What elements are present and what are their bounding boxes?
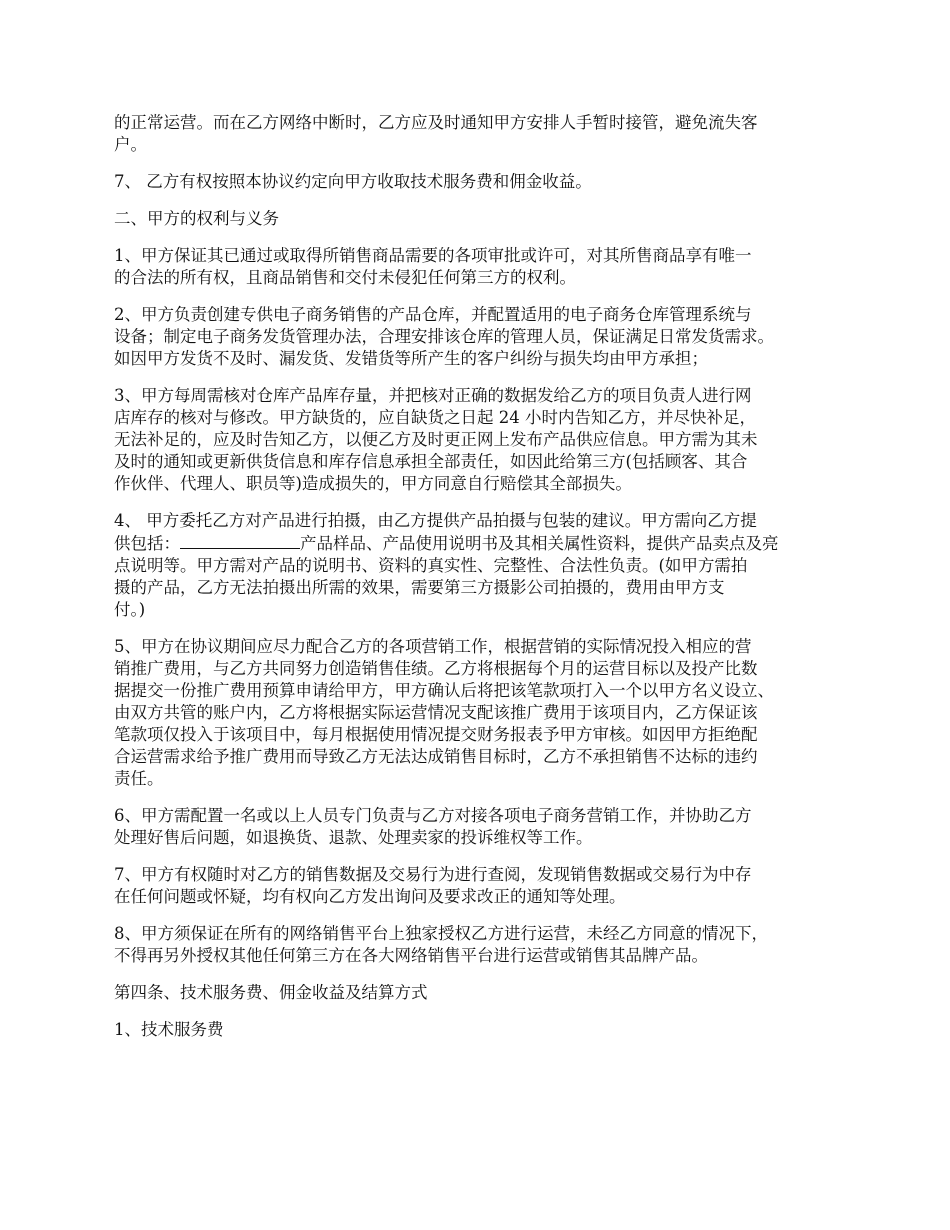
fill-in-blank (180, 532, 300, 549)
paragraph-item-1 (114, 245, 854, 289)
section-heading-article-4 (114, 982, 854, 1004)
blank-suffix: 产品样品、产品使用说明书及其相关属性资料，提供产品卖点及亮 (300, 534, 779, 553)
text-line: 点说明等。甲方需对产品的说明书、资料的真实性、完整性、合法性负责。(如甲方需拍 (114, 556, 748, 575)
text-line: 5、甲方在协议期间应尽力配合乙方的各项营销工作，根据营销的实际情况投入相应的营 (114, 637, 752, 656)
text-line: 的正常运营。而在乙方网络中断时，乙方应及时通知甲方安排人手暂时接管，避免流失客 (114, 113, 758, 132)
text-line: 作伙伴、代理人、职员等)造成损失的，甲方同意自行赔偿其全部损失。 (114, 474, 632, 493)
text-line: 户。 (114, 135, 147, 154)
heading-text: 二、甲方的权利与义务 (114, 209, 279, 228)
text-line-with-blank (114, 532, 854, 555)
text-line: 1、甲方保证其已通过或取得所销售商品需要的各项审批或许可，对其所售商品享有唯一 (114, 246, 752, 265)
text-line: 合运营需求给予推广费用而导致乙方无法达成销售目标时，乙方不承担销售不达标的违约 (114, 747, 758, 766)
text-line: 摄的产品，乙方无法拍摄出所需的效果，需要第三方摄影公司拍摄的，费用由甲方支 (114, 578, 725, 597)
text-line: 6、甲方需配置一名或以上人员专门负责与乙方对接各项电子商务营销工作，并协助乙方 (114, 806, 752, 825)
text-line: 在任何问题或怀疑，均有权向乙方发出询问及要求改正的通知等处理。 (114, 887, 626, 906)
heading-text: 1、技术服务费 (114, 1020, 224, 1039)
text-line: 由双方共管的账户内，乙方将根据实际运营情况支配该推广费用于该项目内，乙方保证该 (114, 703, 758, 722)
paragraph-item-8 (114, 923, 854, 967)
paragraph-item-3 (114, 385, 854, 495)
text-line: 3、甲方每周需核对仓库产品库存量，并把核对正确的数据发给乙方的项目负责人进行网 (114, 386, 752, 405)
section-heading-party-a-rights (114, 208, 854, 230)
paragraph-item-5 (114, 636, 854, 790)
text-line: 如因甲方发货不及时、漏发货、发错货等所产生的客户纠纷与损失均由甲方承担； (114, 349, 708, 368)
paragraph-item-4 (114, 510, 854, 621)
text-line: 2、甲方负责创建专供电子商务销售的产品仓库，并配置适用的电子商务仓库管理系统与 (114, 305, 752, 324)
blank-prefix: 供包括： (114, 534, 180, 553)
text-line: 店库存的核对与修改。甲方缺货的，应自缺货之日起 24 小时内告知乙方，并尽快补足， (114, 408, 756, 427)
text-line: 责任。 (114, 769, 164, 788)
paragraph-item-7 (114, 864, 854, 908)
paragraph-item-6 (114, 805, 854, 849)
paragraph-item-7-party-b (114, 171, 854, 193)
paragraph-continuation (114, 112, 854, 156)
text-line: 不得再另外授权其他任何第三方在各大网络销售平台进行运营或销售其品牌产品。 (114, 946, 708, 965)
text-line: 付。) (114, 600, 146, 619)
text-line: 的合法的所有权，且商品销售和交付未侵犯任何第三方的权利。 (114, 268, 576, 287)
text-line: 处理好售后问题，如退换货、退款、处理卖家的投诉维权等工作。 (114, 828, 593, 847)
document-page (114, 112, 854, 1056)
subsection-heading-service-fee (114, 1019, 854, 1041)
heading-text: 第四条、技术服务费、佣金收益及结算方式 (114, 983, 428, 1002)
text-line: 4、 甲方委托乙方对产品进行拍摄，由乙方提供产品拍摄与包装的建议。甲方需向乙方提 (114, 511, 757, 530)
text-line: 及时的通知或更新供货信息和库存信息承担全部责任，如因此给第三方(包括顾客、其合 (114, 452, 748, 471)
paragraph-item-2 (114, 304, 854, 370)
text-line: 7、甲方有权随时对乙方的销售数据及交易行为进行查阅，发现销售数据或交易行为中存 (114, 865, 752, 884)
text-line: 8、甲方须保证在所有的网络销售平台上独家授权乙方进行运营，未经乙方同意的情况下， (114, 924, 768, 943)
text-line: 设备；制定电子商务发货管理办法，合理安排该仓库的管理人员，保证满足日常发货需求。 (114, 327, 774, 346)
text-line: 7、 乙方有权按照本协议约定向甲方收取技术服务费和佣金收益。 (114, 172, 592, 191)
text-line: 据提交一份推广费用预算申请给甲方，甲方确认后将把该笔款项打入一个以甲方名义设立、 (114, 681, 774, 700)
text-line: 无法补足的，应及时告知乙方，以便乙方及时更正网上发布产品供应信息。甲方需为其未 (114, 430, 758, 449)
text-line: 笔款项仅投入于该项目中，每月根据使用情况提交财务报表予甲方审核。如因甲方拒绝配 (114, 725, 758, 744)
text-line: 销推广费用，与乙方共同努力创造销售佳绩。乙方将根据每个月的运营目标以及投产比数 (114, 659, 758, 678)
